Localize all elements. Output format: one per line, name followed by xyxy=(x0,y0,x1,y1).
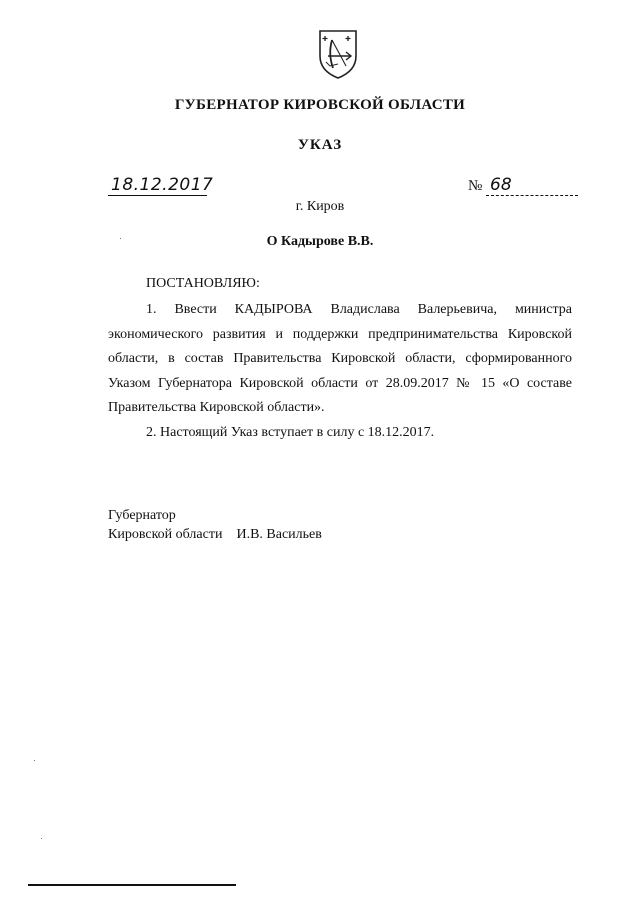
footer-rule xyxy=(28,884,236,886)
number-label: № xyxy=(468,178,483,194)
signature-position-line2: Кировской области xyxy=(108,527,223,542)
scan-speck xyxy=(41,838,42,839)
signature-position-line1: Губернатор xyxy=(108,508,176,523)
paragraph-1: 1. Ввести КАДЫРОВА Владислава Валерьевича, министра экономического развития и поддержки предпринимательства Кировской области, в состав Правительства Кировской области, сформированного Указом Губернатора Кировской области от 28.09.2017 № 15 «О составе Правительства Кировской области». xyxy=(108,302,572,415)
resolve-heading: ПОСТАНОВЛЯЮ: xyxy=(146,276,260,291)
decree-number: 68 xyxy=(486,176,578,196)
decree-date: 18.12.2017 xyxy=(108,176,207,196)
document-type: УКАЗ xyxy=(297,137,343,153)
issuer-title: ГУБЕРНАТОР КИРОВСКОЙ ОБЛАСТИ xyxy=(174,97,466,113)
scan-speck xyxy=(120,238,121,239)
coat-of-arms-icon xyxy=(316,28,360,80)
decree-body xyxy=(108,298,572,445)
decree-subject: О Кадырове В.В. xyxy=(266,234,374,249)
scan-speck xyxy=(34,760,35,761)
signature-block xyxy=(108,506,322,544)
paragraph-2: 2. Настоящий Указ вступает в силу с 18.12.2017. xyxy=(146,424,435,440)
city: г. Киров xyxy=(295,199,345,214)
signature-name: И.В. Васильев xyxy=(236,527,322,542)
